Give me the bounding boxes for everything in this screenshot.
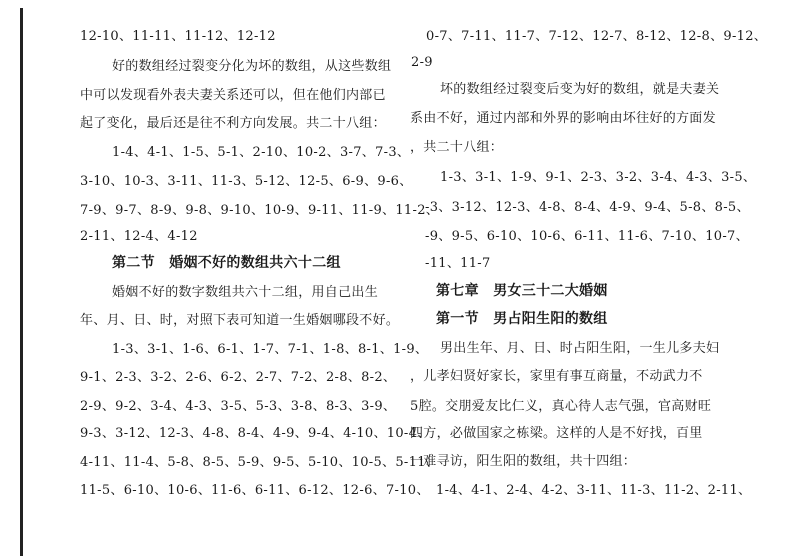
right-line-13: ，儿孝妇贤好家长，家里有事互商量，不动武力不 (410, 369, 703, 384)
left-line-12: 1-3、3-1、1-6、6-1、1-7、7-1、1-8、8-1、1-9、 (112, 342, 429, 357)
left-line-5: 1-4、4-1、1-5、5-1、2-10、10-2、3-7、7-3、 (112, 145, 411, 160)
right-line-15: 四方，必做国家之栋梁。这样的人是不好找，百里 (410, 426, 703, 441)
left-line-4: 起了变化，最后还是往不利方向发展。共二十八组： (80, 116, 386, 131)
left-line-2: 好的数组经过裂变分化为坏的数组，从这些数组 (112, 59, 392, 74)
left-line-11: 年、月、日、时，对照下表可知道一生婚姻哪段不好。 (80, 313, 400, 328)
left-line-14: 2-9、9-2、3-4、4-3、3-5、5-3、3-8、8-3、3-9、 (80, 399, 397, 414)
left-line-3: 中可以发现看外表夫妻关系还可以，但在他们内部已 (80, 88, 386, 103)
right-line-12: 男出生年、月、日、时占阳生阳，一生儿多夫妇 (440, 341, 720, 356)
left-line-1: 12-10、11-11、11-12、12-12 (80, 29, 276, 44)
left-line-17: 11-5、6-10、10-6、11-6、6-11、6-12、12-6、7-10、 (80, 483, 430, 498)
right-line-17: 1-4、4-1、2-4、4-2、3-11、11-3、11-2、2-11、 (436, 483, 752, 498)
right-line-4: 系由不好，通过内部和外界的影响由坏往好的方面发 (410, 111, 716, 126)
binding-edge (20, 8, 23, 556)
right-line-14: 5腔。交朋爱友比仁义，真心待人志气强，官高财旺 (410, 399, 712, 414)
left-line-16: 4-11、11-4、5-8、8-5、5-9、9-5、5-10、10-5、5-11、 (80, 455, 440, 470)
left-line-8: 2-11、12-4、4-12 (80, 229, 198, 244)
right-line-1: 0-7、7-11、11-7、7-12、12-7、8-12、12-8、9-12、 (426, 29, 768, 44)
right-line-7: -3、3-12、12-3、4-8、8-4、4-9、9-4、5-8、8-5、 (425, 200, 750, 215)
right-line-8: -9、9-5、6-10、10-6、6-11、11-6、7-10、10-7、 (425, 229, 749, 244)
chapter-heading: 第七章 男女三十二大婚姻 (436, 283, 608, 299)
left-line-10: 婚姻不好的数字数组共六十二组，用自己出生 (112, 285, 379, 300)
left-line-7: 7-9、9-7、8-9、9-8、9-10、10-9、9-11、11-9、11-2、 (80, 203, 440, 218)
section-heading-left: 第二节 婚姻不好的数组共六十二组 (112, 255, 341, 271)
right-line-3: 坏的数组经过裂变后变为好的数组，就是夫妻关 (440, 82, 720, 97)
right-line-6: 1-3、3-1、1-9、9-1、2-3、3-2、3-4、4-3、3-5、 (440, 170, 757, 185)
left-line-13: 9-1、2-3、3-2、2-6、6-2、2-7、7-2、2-8、8-2、 (80, 370, 397, 385)
left-line-15: 9-3、3-12、12-3、4-8、8-4、4-9、9-4、4-10、10-4、 (80, 426, 431, 441)
left-line-6: 3-10、10-3、3-11、11-3、5-12、12-5、6-9、9-6、 (80, 174, 413, 189)
right-line-5: ，共二十八组： (410, 140, 504, 155)
right-line-16: 一难寻访，阳生阳的数组，共十四组： (410, 454, 637, 469)
right-line-9: -11、11-7 (425, 256, 491, 271)
section-heading-right: 第一节 男占阳生阳的数组 (436, 311, 608, 327)
right-line-2: 2-9 (411, 55, 433, 70)
